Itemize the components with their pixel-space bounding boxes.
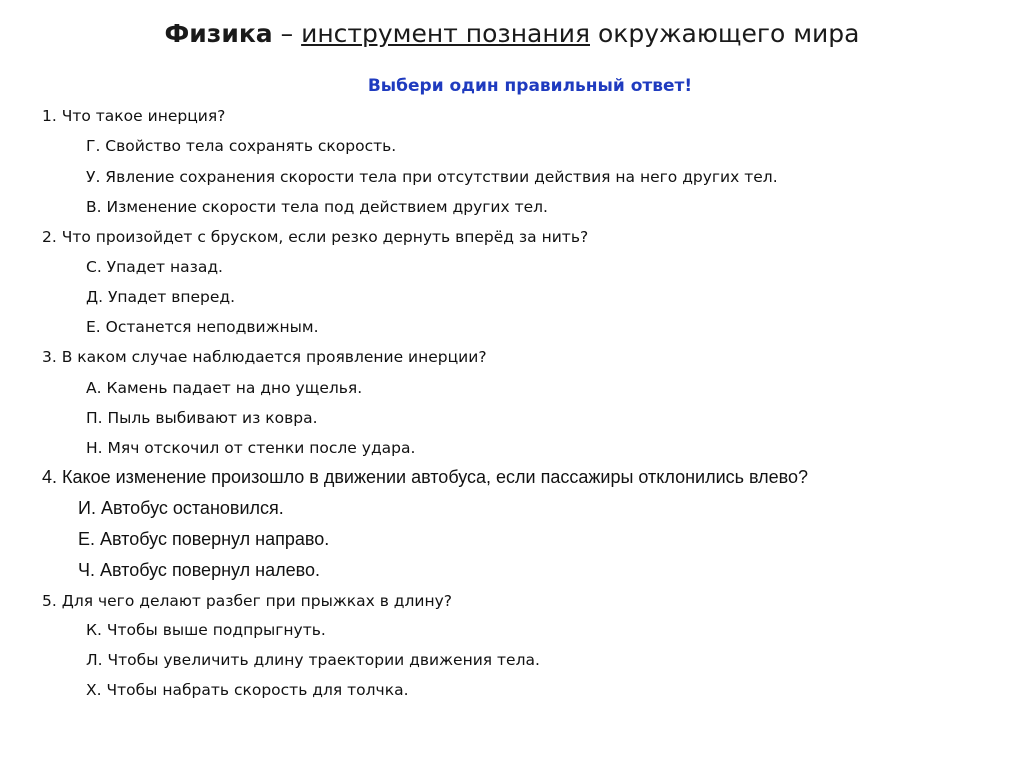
title-part2: инструмент познания (301, 19, 590, 48)
answer-2-2: Д. Упадет вперед. (86, 288, 236, 306)
title-part3: окружающего мира (590, 19, 860, 48)
answer-2-1: С. Упадет назад. (86, 258, 223, 276)
answer-5-2: Л. Чтобы увеличить длину траектории движения тела. (86, 651, 540, 669)
answer-4-2: Е. Автобус повернул направо. (78, 529, 330, 549)
answer-4-1: И. Автобус остановился. (78, 498, 284, 518)
question-5: 5. Для чего делают разбег при прыжках в длину? (42, 592, 453, 610)
answer-1-2: У. Явление сохранения скорости тела при отсутствии действия на него других тел. (86, 168, 778, 186)
answer-4-3: Ч. Автобус повернул налево. (78, 560, 320, 580)
question-4: 4. Какое изменение произошло в движении автобуса, если пассажиры отклонились влево? (42, 467, 809, 487)
answer-2-3: Е. Останется неподвижным. (86, 318, 319, 336)
answer-5-3: Х. Чтобы набрать скорость для толчка. (86, 681, 409, 699)
answer-3-1: А. Камень падает на дно ущелья. (86, 379, 363, 397)
answer-1-1: Г. Свойство тела сохранять скорость. (86, 137, 397, 155)
answer-3-2: П. Пыль выбивают из ковра. (86, 409, 318, 427)
answer-1-3: В. Изменение скорости тела под действием других тел. (86, 198, 548, 216)
answer-5-1: К. Чтобы выше подпрыгнуть. (86, 621, 326, 639)
answer-3-3: Н. Мяч отскочил от стенки после удара. (86, 439, 416, 457)
title-dash: – (272, 19, 302, 48)
question-2: 2. Что произойдет с бруском, если резко дернуть вперёд за нить? (42, 228, 589, 246)
question-3: 3. В каком случае наблюдается проявление инерции? (42, 348, 487, 366)
instruction: Выбери один правильный ответ! (367, 76, 693, 96)
question-1: 1. Что такое инерция? (42, 107, 226, 125)
slide-title (0, 14, 1024, 54)
title-part1: Физика (164, 19, 273, 48)
